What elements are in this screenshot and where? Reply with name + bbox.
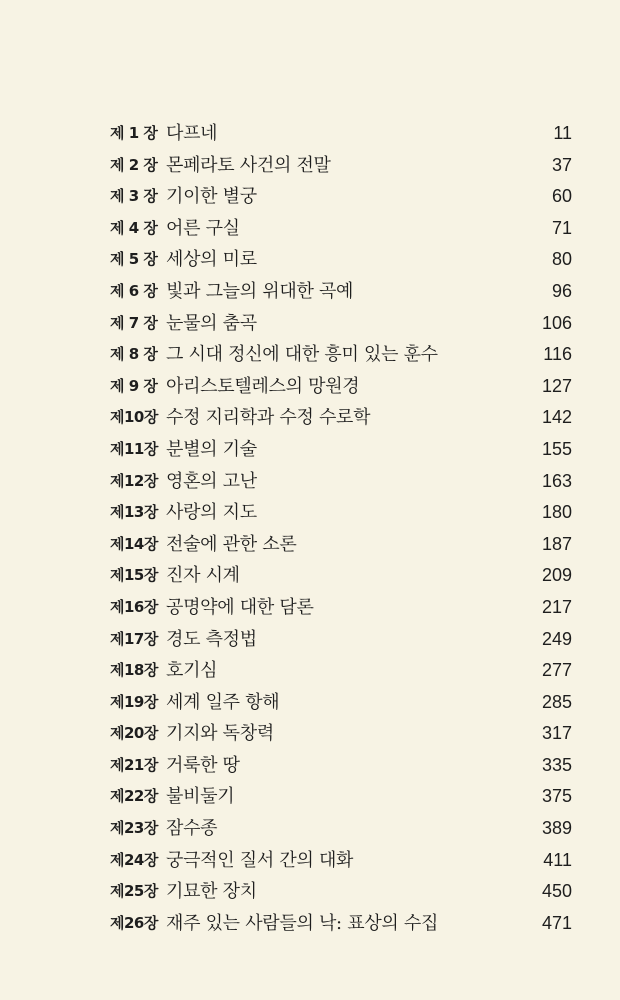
chapter-number: 제 7 장 [110, 313, 158, 332]
toc-entry [0, 908, 620, 940]
chapter-page-number: 163 [541, 470, 572, 491]
chapter-title: 재주 있는 사람들의 낙: 표상의 수집 [166, 912, 439, 934]
chapter-title: 아리스토텔레스의 망원경 [166, 375, 360, 397]
chapter-page-number: 317 [541, 723, 572, 744]
chapter-number: 제 2 장 [110, 155, 158, 174]
chapter-number: 제20장 [110, 724, 158, 743]
chapter-page-number: 142 [541, 407, 572, 428]
chapter-number: 제25장 [110, 882, 158, 901]
chapter-number: 제22장 [110, 787, 158, 806]
chapter-title: 궁극적인 질서 간의 대화 [166, 849, 354, 871]
chapter-title: 그 시대 정신에 대한 흥미 있는 훈수 [166, 344, 438, 366]
chapter-number: 제14장 [110, 534, 158, 553]
toc-entry [0, 213, 620, 245]
chapter-number: 제 5 장 [110, 250, 158, 269]
toc-entry [0, 624, 620, 656]
toc-entry [0, 560, 620, 592]
chapter-title: 어른 구실 [166, 217, 240, 239]
toc-entry [0, 529, 620, 561]
toc-entry [0, 592, 620, 624]
chapter-number: 제19장 [110, 692, 158, 711]
toc-entry [0, 876, 620, 908]
toc-entry [0, 276, 620, 308]
toc-entry [0, 497, 620, 529]
chapter-page-number: 335 [541, 754, 572, 775]
chapter-title: 분별의 기술 [166, 438, 257, 460]
toc-entry [0, 434, 620, 466]
toc-entry [0, 402, 620, 434]
chapter-title: 다프네 [166, 123, 218, 144]
chapter-title: 빛과 그늘의 위대한 곡예 [166, 280, 354, 302]
chapter-page-number: 180 [541, 502, 572, 523]
chapter-title: 기묘한 장치 [166, 881, 257, 903]
chapter-page-number: 249 [541, 628, 572, 649]
chapter-number: 제 8 장 [110, 345, 158, 364]
chapter-page-number: 285 [541, 691, 572, 712]
chapter-number: 제16장 [110, 597, 158, 616]
chapter-title: 전술에 관한 소론 [166, 533, 297, 555]
chapter-title: 잠수종 [166, 818, 218, 840]
chapter-title: 눈물의 춤곡 [166, 312, 257, 334]
chapter-page-number: 450 [541, 881, 572, 902]
chapter-number: 제18장 [110, 661, 158, 680]
chapter-number: 제13장 [110, 503, 158, 522]
chapter-title: 호기심 [166, 660, 218, 682]
chapter-number: 제24장 [110, 850, 158, 869]
chapter-page-number: 71 [551, 217, 572, 238]
toc-entry [0, 718, 620, 750]
chapter-page-number: 155 [541, 438, 572, 459]
chapter-number: 제 3 장 [110, 187, 158, 206]
toc-entry [0, 244, 620, 276]
chapter-page-number: 209 [541, 565, 572, 586]
chapter-page-number: 389 [541, 818, 572, 839]
chapter-title: 경도 측정법 [166, 628, 257, 650]
toc-entry [0, 750, 620, 782]
chapter-page-number: 106 [541, 312, 572, 333]
chapter-number: 제 4 장 [110, 218, 158, 237]
toc-entry [0, 466, 620, 498]
chapter-page-number: 60 [551, 186, 572, 207]
chapter-title: 사랑의 지도 [166, 502, 257, 524]
toc-entry [0, 181, 620, 213]
toc-entry [0, 339, 620, 371]
toc-entry [0, 813, 620, 845]
chapter-title: 기이한 별궁 [166, 186, 257, 208]
chapter-title: 수정 지리학과 수정 수로학 [166, 407, 371, 429]
chapter-number: 제10장 [110, 408, 158, 427]
chapter-number: 제21장 [110, 755, 158, 774]
chapter-title: 불비둘기 [166, 786, 235, 808]
chapter-page-number: 11 [553, 123, 572, 143]
chapter-title: 진자 시계 [166, 565, 240, 587]
chapter-title: 세계 일주 항해 [166, 691, 280, 713]
chapter-page-number: 411 [543, 849, 572, 870]
chapter-page-number: 80 [551, 249, 572, 270]
chapter-number: 제23장 [110, 819, 158, 838]
chapter-number: 제12장 [110, 471, 158, 490]
table-of-contents [0, 118, 620, 939]
chapter-number: 제26장 [110, 913, 158, 932]
chapter-page-number: 37 [551, 154, 572, 175]
chapter-title: 기지와 독창력 [166, 723, 274, 745]
chapter-page-number: 187 [541, 533, 572, 554]
chapter-number: 제 6 장 [110, 281, 158, 300]
chapter-number: 제11장 [110, 439, 158, 458]
chapter-number: 제 9 장 [110, 376, 158, 395]
chapter-title: 공명약에 대한 담론 [166, 596, 314, 618]
chapter-page-number: 277 [541, 660, 572, 681]
toc-entry [0, 150, 620, 182]
toc-entry [0, 781, 620, 813]
toc-entry [0, 371, 620, 403]
chapter-page-number: 96 [551, 280, 572, 301]
chapter-number: 제15장 [110, 566, 158, 585]
chapter-number: 제17장 [110, 629, 158, 648]
toc-entry [0, 655, 620, 687]
toc-entry [0, 118, 620, 150]
toc-entry [0, 308, 620, 340]
toc-entry [0, 845, 620, 877]
toc-entry [0, 687, 620, 719]
chapter-title: 세상의 미로 [166, 249, 257, 271]
chapter-number: 제 1 장 [110, 124, 158, 142]
chapter-title: 거룩한 땅 [166, 754, 240, 776]
chapter-title: 영혼의 고난 [166, 470, 257, 492]
chapter-page-number: 471 [541, 912, 572, 933]
chapter-page-number: 127 [541, 375, 572, 396]
chapter-page-number: 375 [541, 786, 572, 807]
chapter-page-number: 116 [543, 344, 572, 365]
chapter-page-number: 217 [541, 596, 572, 617]
chapter-title: 몬페라토 사건의 전말 [166, 154, 331, 176]
